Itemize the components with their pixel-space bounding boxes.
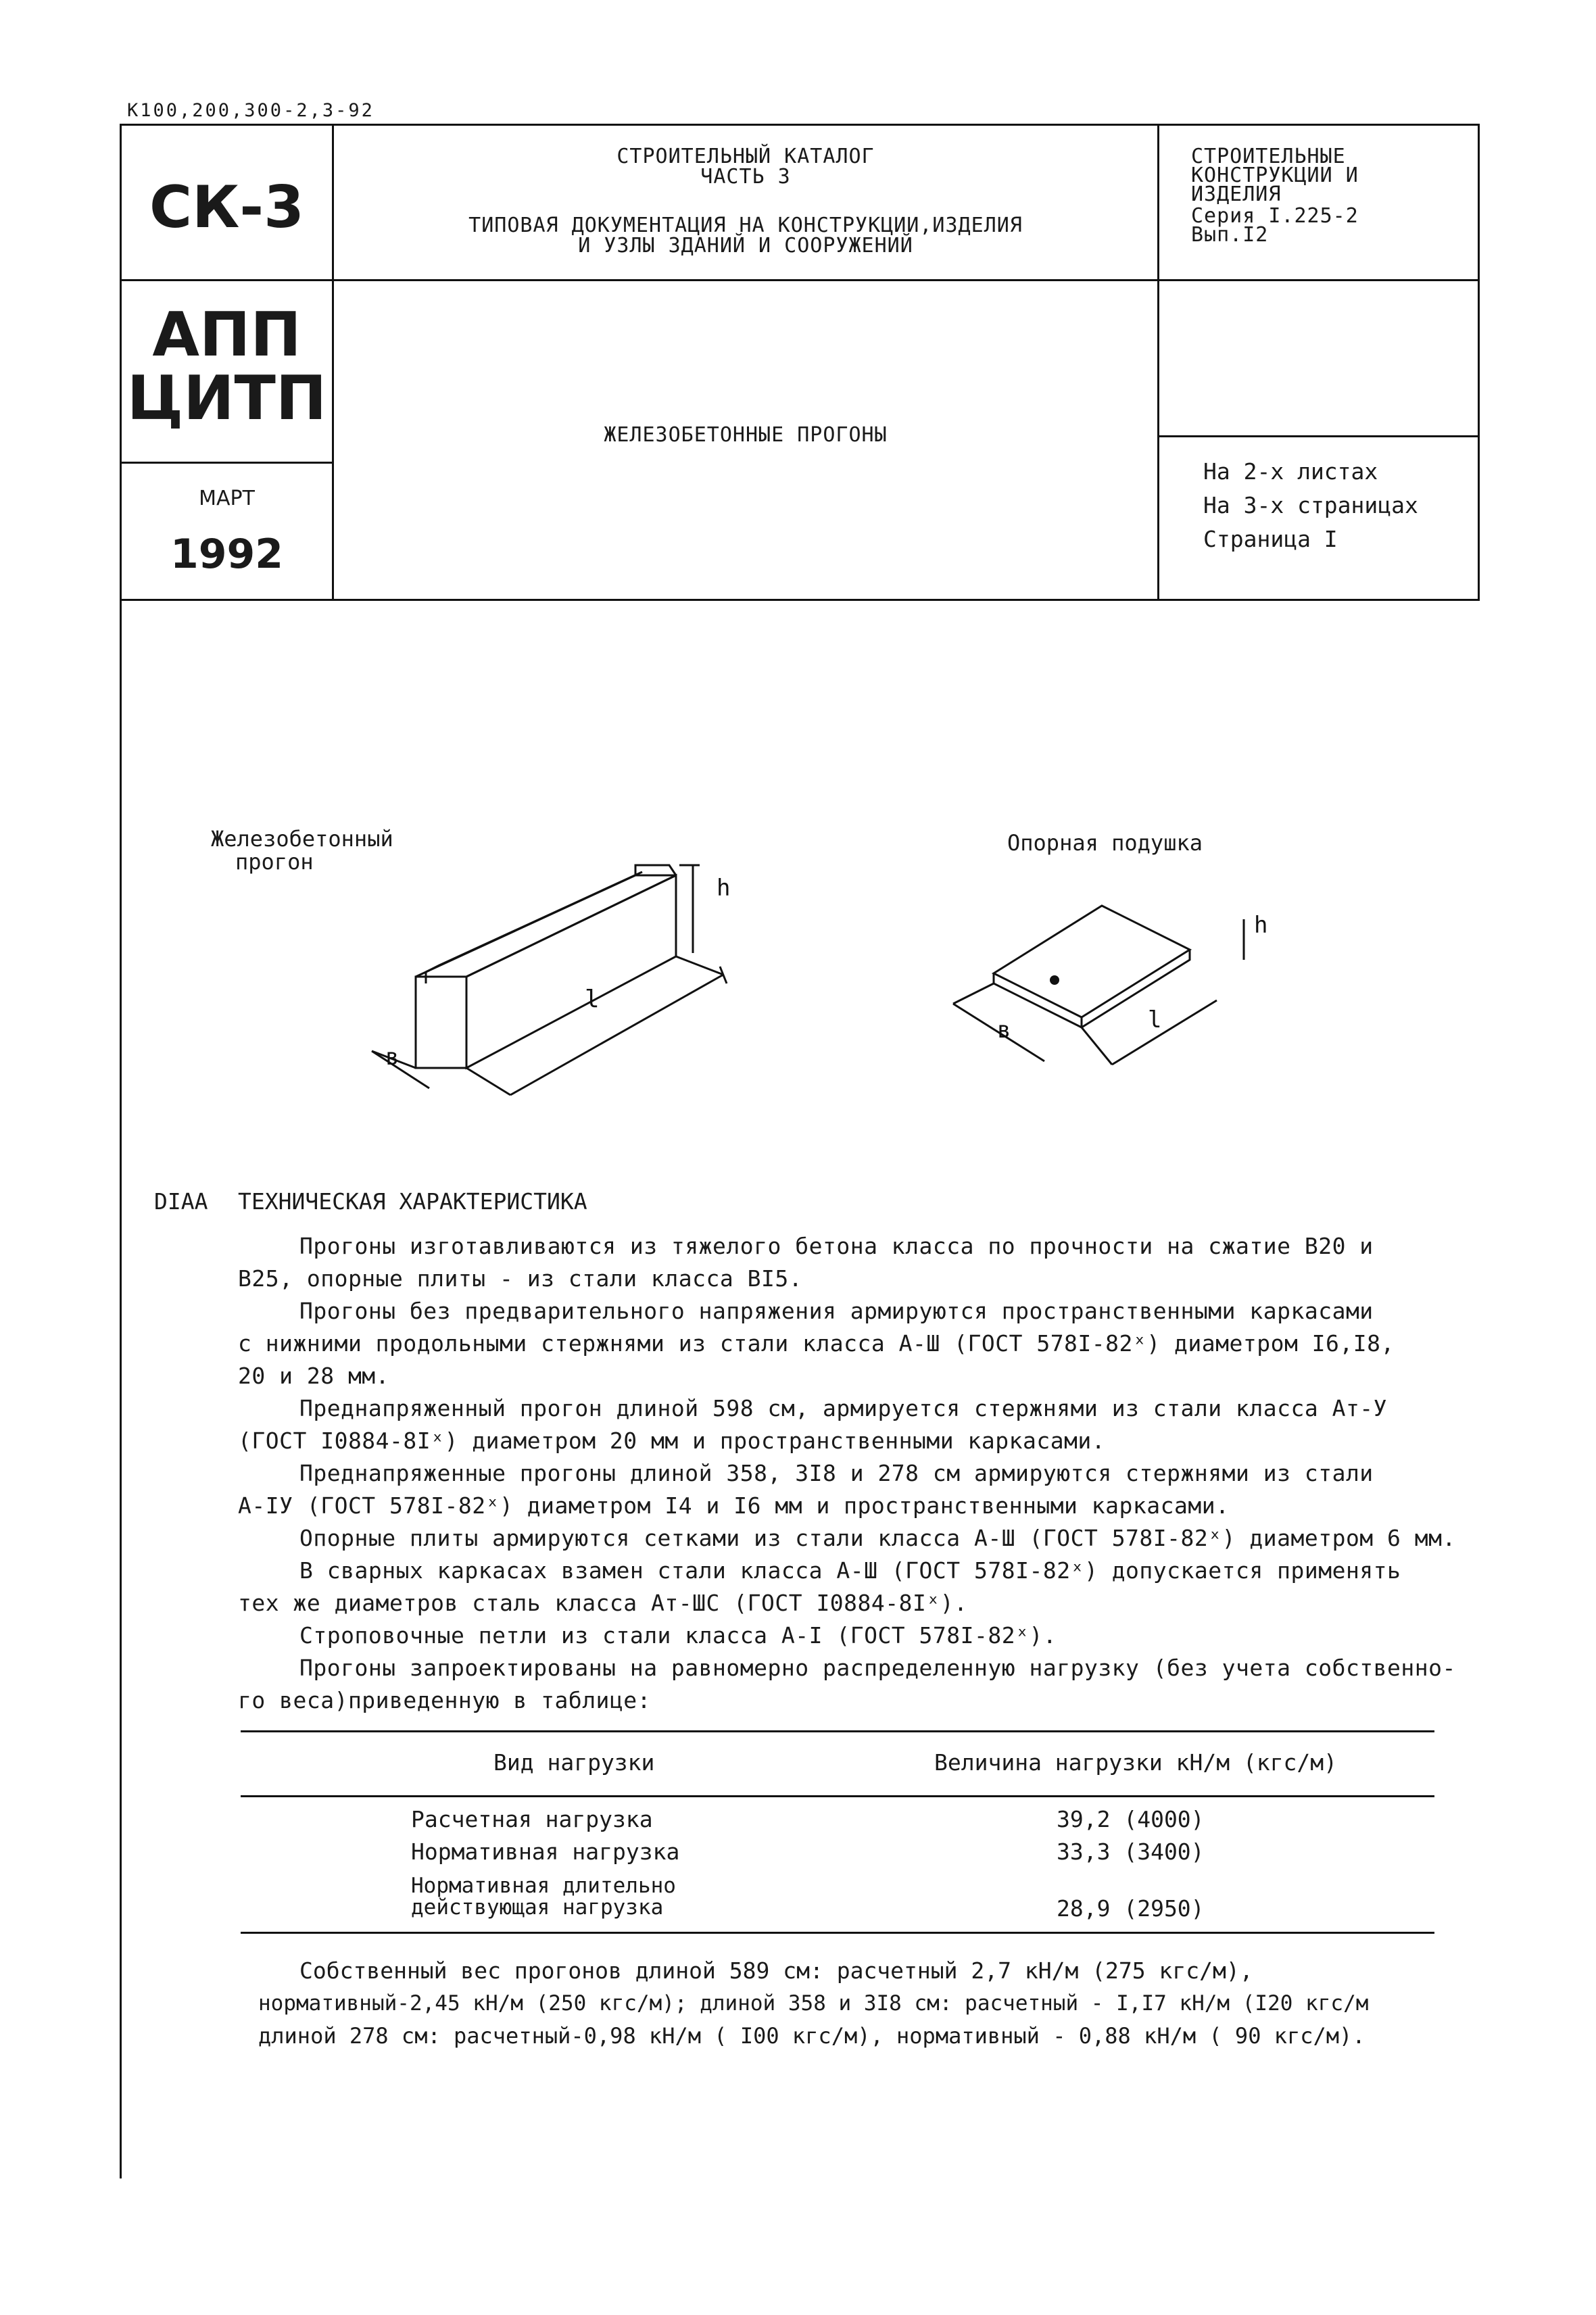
- org-name-line1: АПП: [152, 299, 301, 370]
- body-line: Преднапряженный прогон длиной 598 см, армируется стержнями из стали класса Ат-У: [299, 1395, 1388, 1421]
- series-label: СК-3: [149, 174, 304, 241]
- section-code: DIAA: [154, 1188, 208, 1215]
- table-bottom-rule: [241, 1932, 1434, 1934]
- purlin-label-line1: Железобетонный: [211, 826, 393, 852]
- header-row1-divider: [120, 279, 1480, 281]
- table-row-kind: Нормативная нагрузка: [411, 1838, 680, 1865]
- pad-dim-l: l: [1148, 1006, 1162, 1033]
- body-line: А-IУ (ГОСТ 578I-82ˣ) диаметром I4 и I6 мм и пространственными каркасами.: [238, 1492, 1230, 1519]
- body-line: Преднапряженные прогоны длиной 358, 3I8 и 278 см армируются стержнями из стали: [299, 1460, 1374, 1486]
- body-line: Опорные плиты армируются сетками из стали класса А-Ш (ГОСТ 578I-82ˣ) диаметром 6 мм.: [299, 1525, 1456, 1551]
- table-header-value: Величина нагрузки кН/м (кгс/м): [934, 1749, 1338, 1776]
- body-line: 20 и 28 мм.: [238, 1363, 390, 1389]
- footer-line: длиной 278 см: расчетный-0,98 кН/м ( I00 кгс/м), нормативный - 0,88 кН/м ( 90 кгс/м).: [258, 2023, 1365, 2049]
- footer-line: Собственный вес прогонов длиной 589 см: расчетный 2,7 кН/м (275 кгс/м),: [299, 1957, 1253, 1984]
- purlin-drawing: [352, 845, 757, 1115]
- catalog-line-1: СТРОИТЕЛЬНЫЙ КАТАЛОГ: [616, 145, 875, 168]
- body-line: В25, опорные плиты - из стали класса ВI5.: [238, 1265, 803, 1292]
- body-line: с нижними продольными стержнями из стали класса А-Ш (ГОСТ 578I-82ˣ) диаметром I6,I8,: [238, 1330, 1395, 1357]
- frame-right-border: [1478, 124, 1480, 600]
- section-title: ТЕХНИЧЕСКАЯ ХАРАКТЕРИСТИКА: [238, 1188, 587, 1215]
- catalog-line-3: ТИПОВАЯ ДОКУМЕНТАЦИЯ НА КОНСТРУКЦИИ,ИЗДЕЛИЯ: [468, 214, 1023, 237]
- category-line-3: ИЗДЕЛИЯ: [1191, 182, 1282, 206]
- table-row-value: 28,9 (2950): [1057, 1895, 1205, 1922]
- catalog-line-2: ЧАСТЬ 3: [700, 165, 791, 189]
- body-line: Прогоны запроектированы на равномерно распределенную нагрузку (без учета собственно-: [299, 1655, 1456, 1681]
- pad-dim-b: в: [997, 1017, 1011, 1044]
- table-top-rule: [241, 1730, 1434, 1732]
- category-line-1: СТРОИТЕЛЬНЫЕ: [1191, 145, 1346, 168]
- sheet-count: На 2-х листах: [1203, 458, 1378, 485]
- support-pad-label: Опорная подушка: [1007, 830, 1203, 856]
- issue-number: Вып.I2: [1191, 223, 1269, 247]
- pad-dim-h: h: [1254, 912, 1268, 939]
- body-line: тех же диаметров сталь класса Ат-ШС (ГОСТ I0884-8Iˣ).: [238, 1590, 968, 1616]
- body-line: В сварных каркасах взамен стали класса А-Ш (ГОСТ 578I-82ˣ) допускается применять: [299, 1557, 1401, 1584]
- document-code: К100,200,300-2,3-92: [127, 100, 374, 121]
- support-pad-drawing: [933, 899, 1298, 1088]
- issue-month: МАРТ: [199, 487, 255, 510]
- body-line: (ГОСТ I0884-8Iˣ) диаметром 20 мм и пространственными каркасами.: [238, 1428, 1106, 1454]
- page-count: На 3-х страницах: [1203, 492, 1418, 518]
- org-name-line2: ЦИТП: [126, 363, 327, 434]
- header-col3-row-divider: [1157, 435, 1480, 437]
- purlin-dim-b: в: [385, 1044, 400, 1071]
- body-line: го веса)приведенную в таблице:: [238, 1687, 652, 1713]
- body-line: Прогоны изготавливаются из тяжелого бетона класса по прочности на сжатие В20 и: [299, 1233, 1374, 1259]
- frame-top-border: [120, 124, 1480, 126]
- table-row-kind: Нормативная длительно: [411, 1874, 676, 1898]
- purlin-label-line2: прогон: [235, 849, 314, 875]
- table-header-rule: [241, 1795, 1434, 1797]
- category-line-2: КОНСТРУКЦИИ И: [1191, 164, 1359, 187]
- table-header-kind: Вид нагрузки: [493, 1749, 655, 1776]
- issue-year: 1992: [170, 531, 283, 578]
- header-col1-row-divider: [120, 462, 333, 464]
- table-row-value: 33,3 (3400): [1057, 1838, 1205, 1865]
- table-row-value: 39,2 (4000): [1057, 1806, 1205, 1832]
- footer-line: нормативный-2,45 кН/м (250 кгс/м); длиной 358 и 3I8 см: расчетный - I,I7 кН/м (I20 кгс/м: [258, 1991, 1369, 2016]
- table-row-kind: Расчетная нагрузка: [411, 1806, 653, 1832]
- table-row-kind: действующая нагрузка: [411, 1895, 664, 1920]
- purlin-dim-l: l: [585, 985, 600, 1013]
- header-bottom-border: [120, 599, 1480, 601]
- body-line: Строповочные петли из стали класса А-I (ГОСТ 578I-82ˣ).: [299, 1622, 1057, 1649]
- page-number: Страница I: [1203, 526, 1338, 552]
- catalog-line-4: И УЗЛЫ ЗДАНИЙ И СООРУЖЕНИЙ: [578, 234, 913, 258]
- header-col1-divider: [332, 124, 334, 600]
- document-title: ЖЕЛЕЗОБЕТОННЫЕ ПРОГОНЫ: [604, 423, 888, 447]
- series-number: Серия I.225-2: [1191, 204, 1359, 228]
- frame-left-border: [120, 124, 122, 2178]
- purlin-dim-h: h: [717, 875, 731, 902]
- body-line: Прогоны без предварительного напряжения армируются пространственными каркасами: [299, 1298, 1374, 1324]
- header-col2-divider: [1157, 124, 1159, 600]
